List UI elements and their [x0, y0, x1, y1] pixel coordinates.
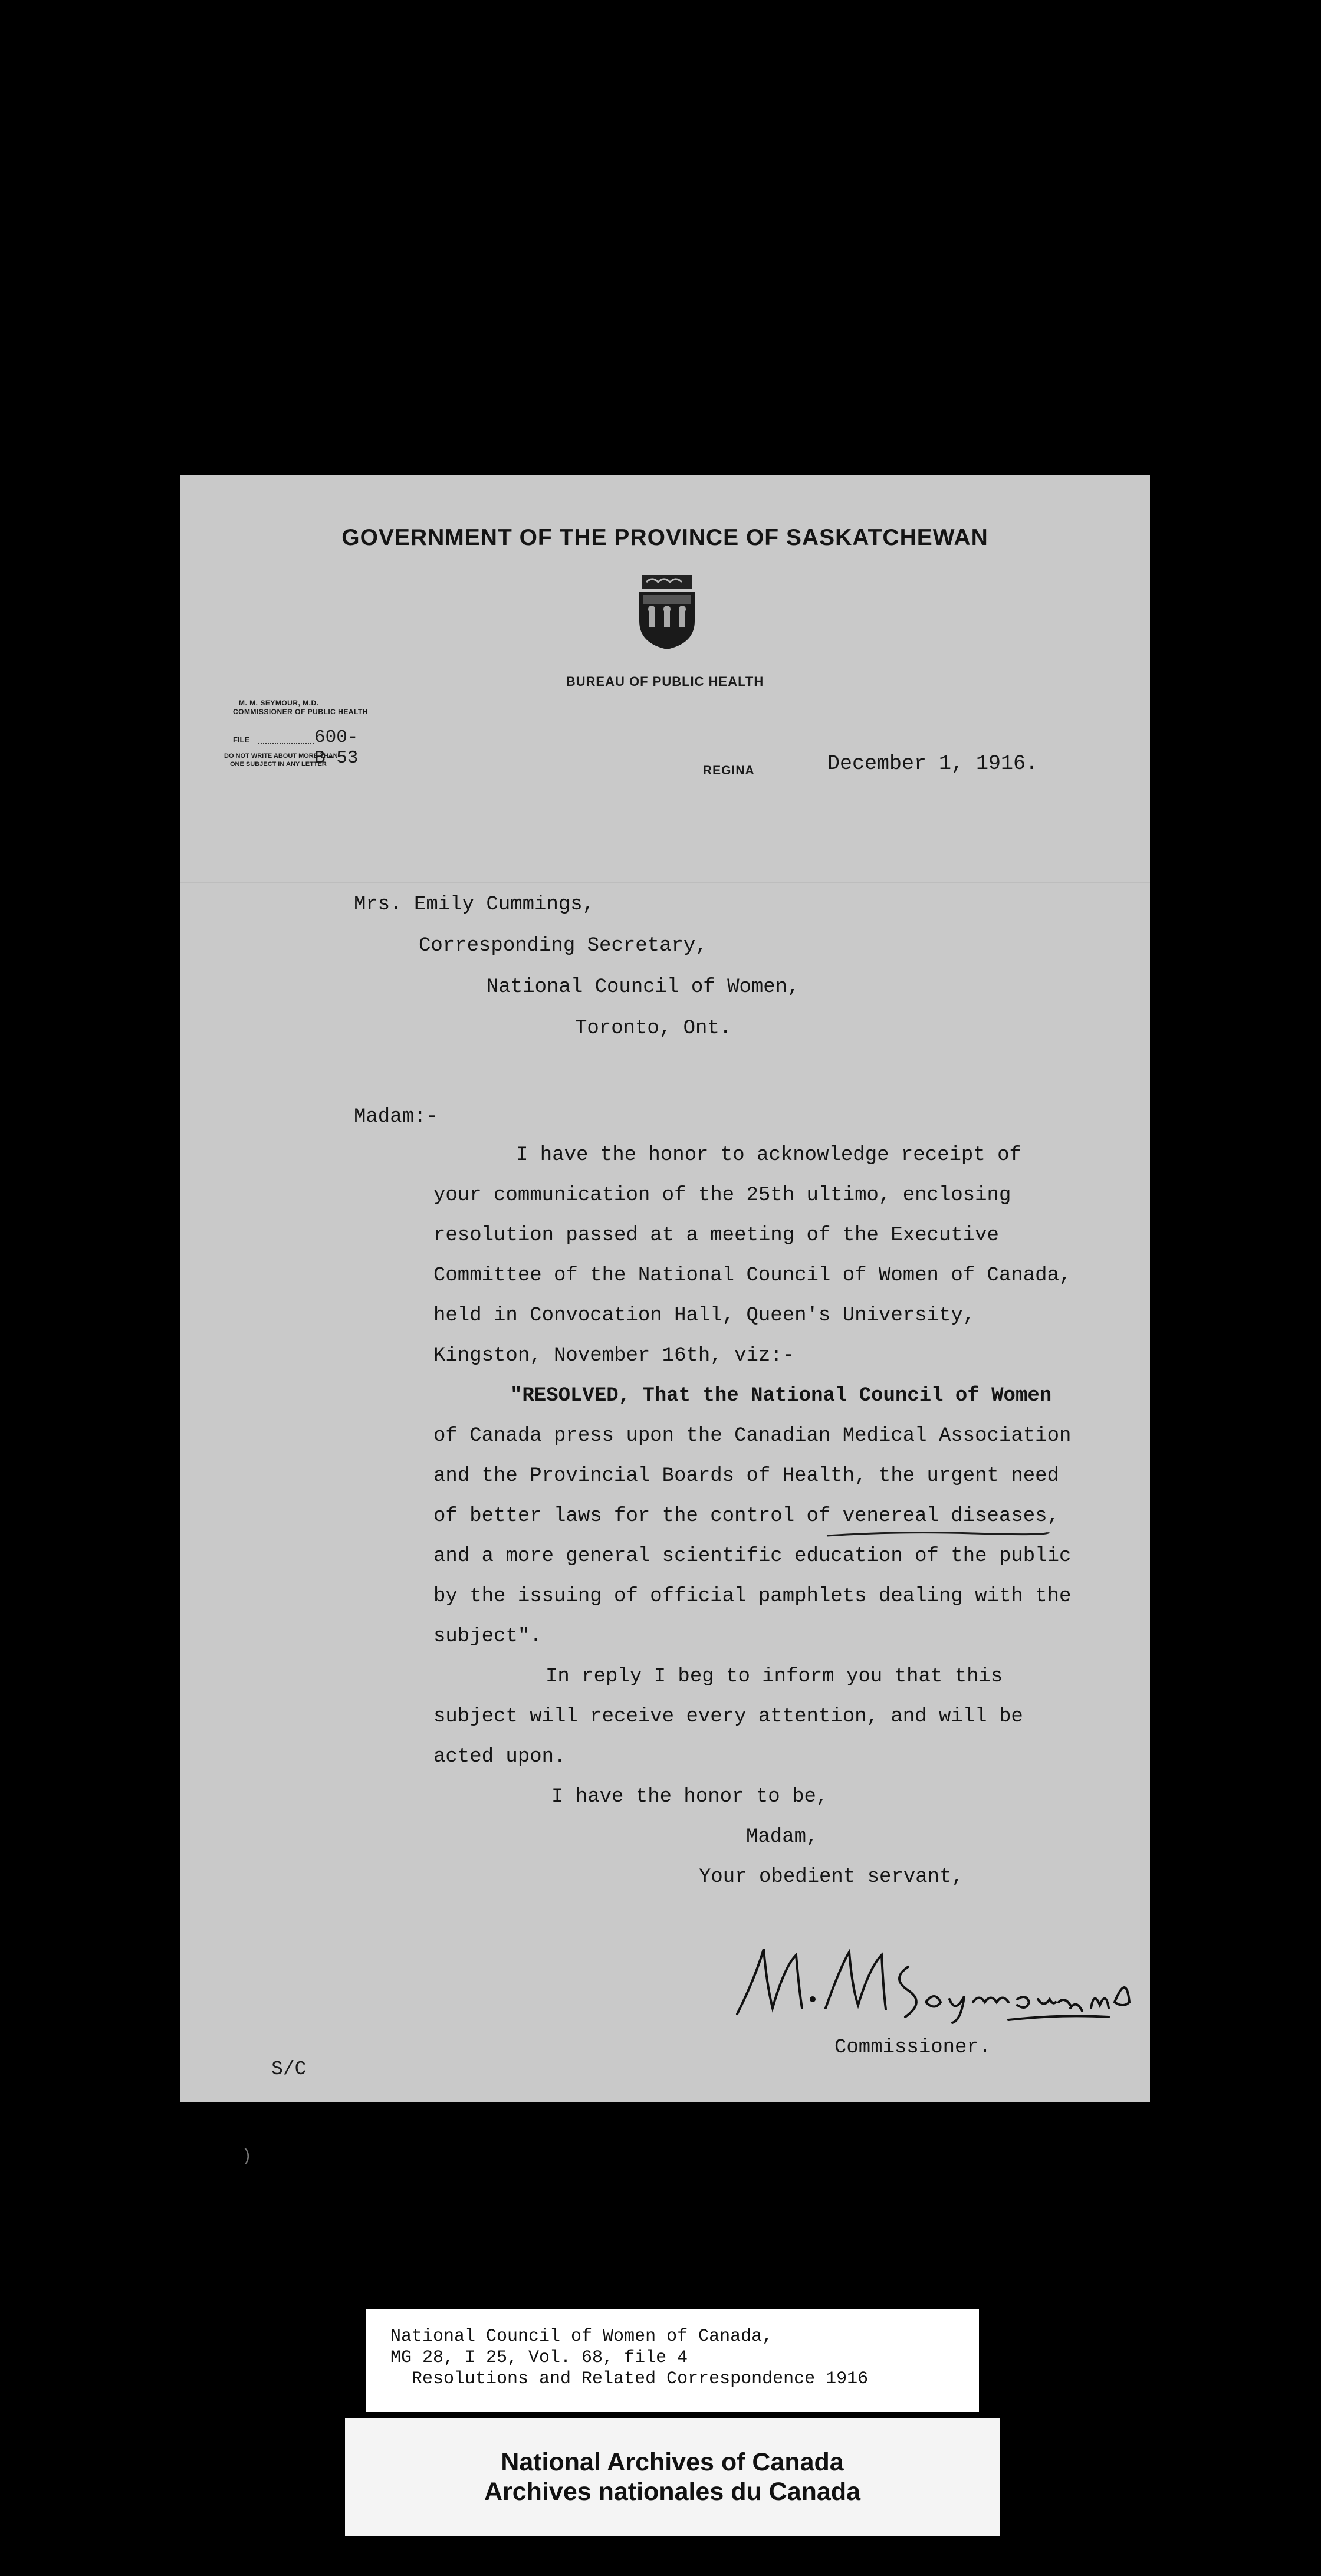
city: REGINA	[703, 764, 755, 777]
bureau-heading: BUREAU OF PUBLIC HEALTH	[566, 674, 764, 689]
commissioner-name: M. M. SEYMOUR, M.D.	[239, 699, 319, 707]
address-line-4: Toronto, Ont.	[575, 1017, 732, 1040]
scan-mark: )	[244, 2145, 250, 2165]
resolution-line: and a more general scientific education of the public	[433, 1545, 1072, 1568]
address-line-2: Corresponding Secretary,	[419, 935, 708, 957]
note-line-2: ONE SUBJECT IN ANY LETTER	[230, 761, 327, 768]
fold-line	[180, 882, 1150, 883]
closing-line-2: Madam,	[746, 1826, 819, 1848]
resolution-line: by the issuing of official pamphlets dealing with the	[433, 1585, 1072, 1608]
resolution-line: subject".	[433, 1625, 542, 1648]
body-line: Kingston, November 16th, viz:-	[433, 1345, 795, 1367]
handwritten-signature	[731, 1943, 1150, 2026]
initials: S/C	[271, 2058, 307, 2080]
resolution-line: "RESOLVED, That the National Council of Women	[510, 1385, 1052, 1407]
address-line-1: Mrs. Emily Cummings,	[354, 893, 595, 916]
archive-file-label	[366, 2309, 979, 2412]
resolution-line: of Canada press upon the Canadian Medical Association	[433, 1425, 1072, 1447]
file-label: FILE	[233, 735, 250, 744]
closing-line-1: I have the honor to be,	[551, 1786, 829, 1808]
letter-page	[180, 475, 1150, 2102]
letterhead-sidebar	[221, 699, 368, 768]
resolution-line: and the Provincial Boards of Health, the urgent need	[433, 1465, 1059, 1487]
address-line-3: National Council of Women,	[487, 976, 800, 998]
handwritten-underline	[826, 1527, 1050, 1542]
body-line: Committee of the National Council of Women of Canada,	[433, 1264, 1072, 1287]
coat-of-arms-icon	[636, 574, 698, 650]
body-line: held in Convocation Hall, Queen's University,	[433, 1305, 975, 1327]
government-heading: GOVERNMENT OF THE PROVINCE OF SASKATCHEWAN	[341, 525, 988, 550]
signer-title: Commissioner.	[834, 2036, 991, 2059]
closing-line-3: Your obedient servant,	[699, 1866, 964, 1888]
reply-line: acted upon.	[433, 1746, 566, 1768]
archive-label-line-3: Resolutions and Related Correspondence 1916	[412, 2369, 869, 2389]
body-line: resolution passed at a meeting of the Executive	[433, 1224, 999, 1247]
file-dotted-line	[258, 743, 314, 744]
reply-line: In reply I beg to inform you that this	[546, 1665, 1003, 1688]
archive-label-line-1: National Council of Women of Canada,	[390, 2327, 773, 2347]
note-line-1: DO NOT WRITE ABOUT MORE THAN	[224, 753, 338, 760]
archives-name-en: National Archives of Canada	[501, 2448, 844, 2476]
reply-line: subject will receive every attention, and will be	[433, 1706, 1023, 1728]
archive-label-line-2: MG 28, I 25, Vol. 68, file 4	[390, 2348, 688, 2368]
salutation: Madam:-	[354, 1106, 438, 1128]
archives-name-fr: Archives nationales du Canada	[484, 2478, 861, 2506]
file-number: 600-B-53	[314, 727, 359, 768]
commissioner-title: COMMISSIONER OF PUBLIC HEALTH	[233, 708, 368, 716]
resolution-line: of better laws for the control of venereal diseases,	[433, 1505, 1059, 1527]
body-line: I have the honor to acknowledge receipt of	[516, 1144, 1021, 1167]
archives-stamp	[345, 2418, 1000, 2536]
body-line: your communication of the 25th ultimo, enclosing	[433, 1184, 1011, 1207]
letter-date: December 1, 1916.	[827, 752, 1039, 776]
